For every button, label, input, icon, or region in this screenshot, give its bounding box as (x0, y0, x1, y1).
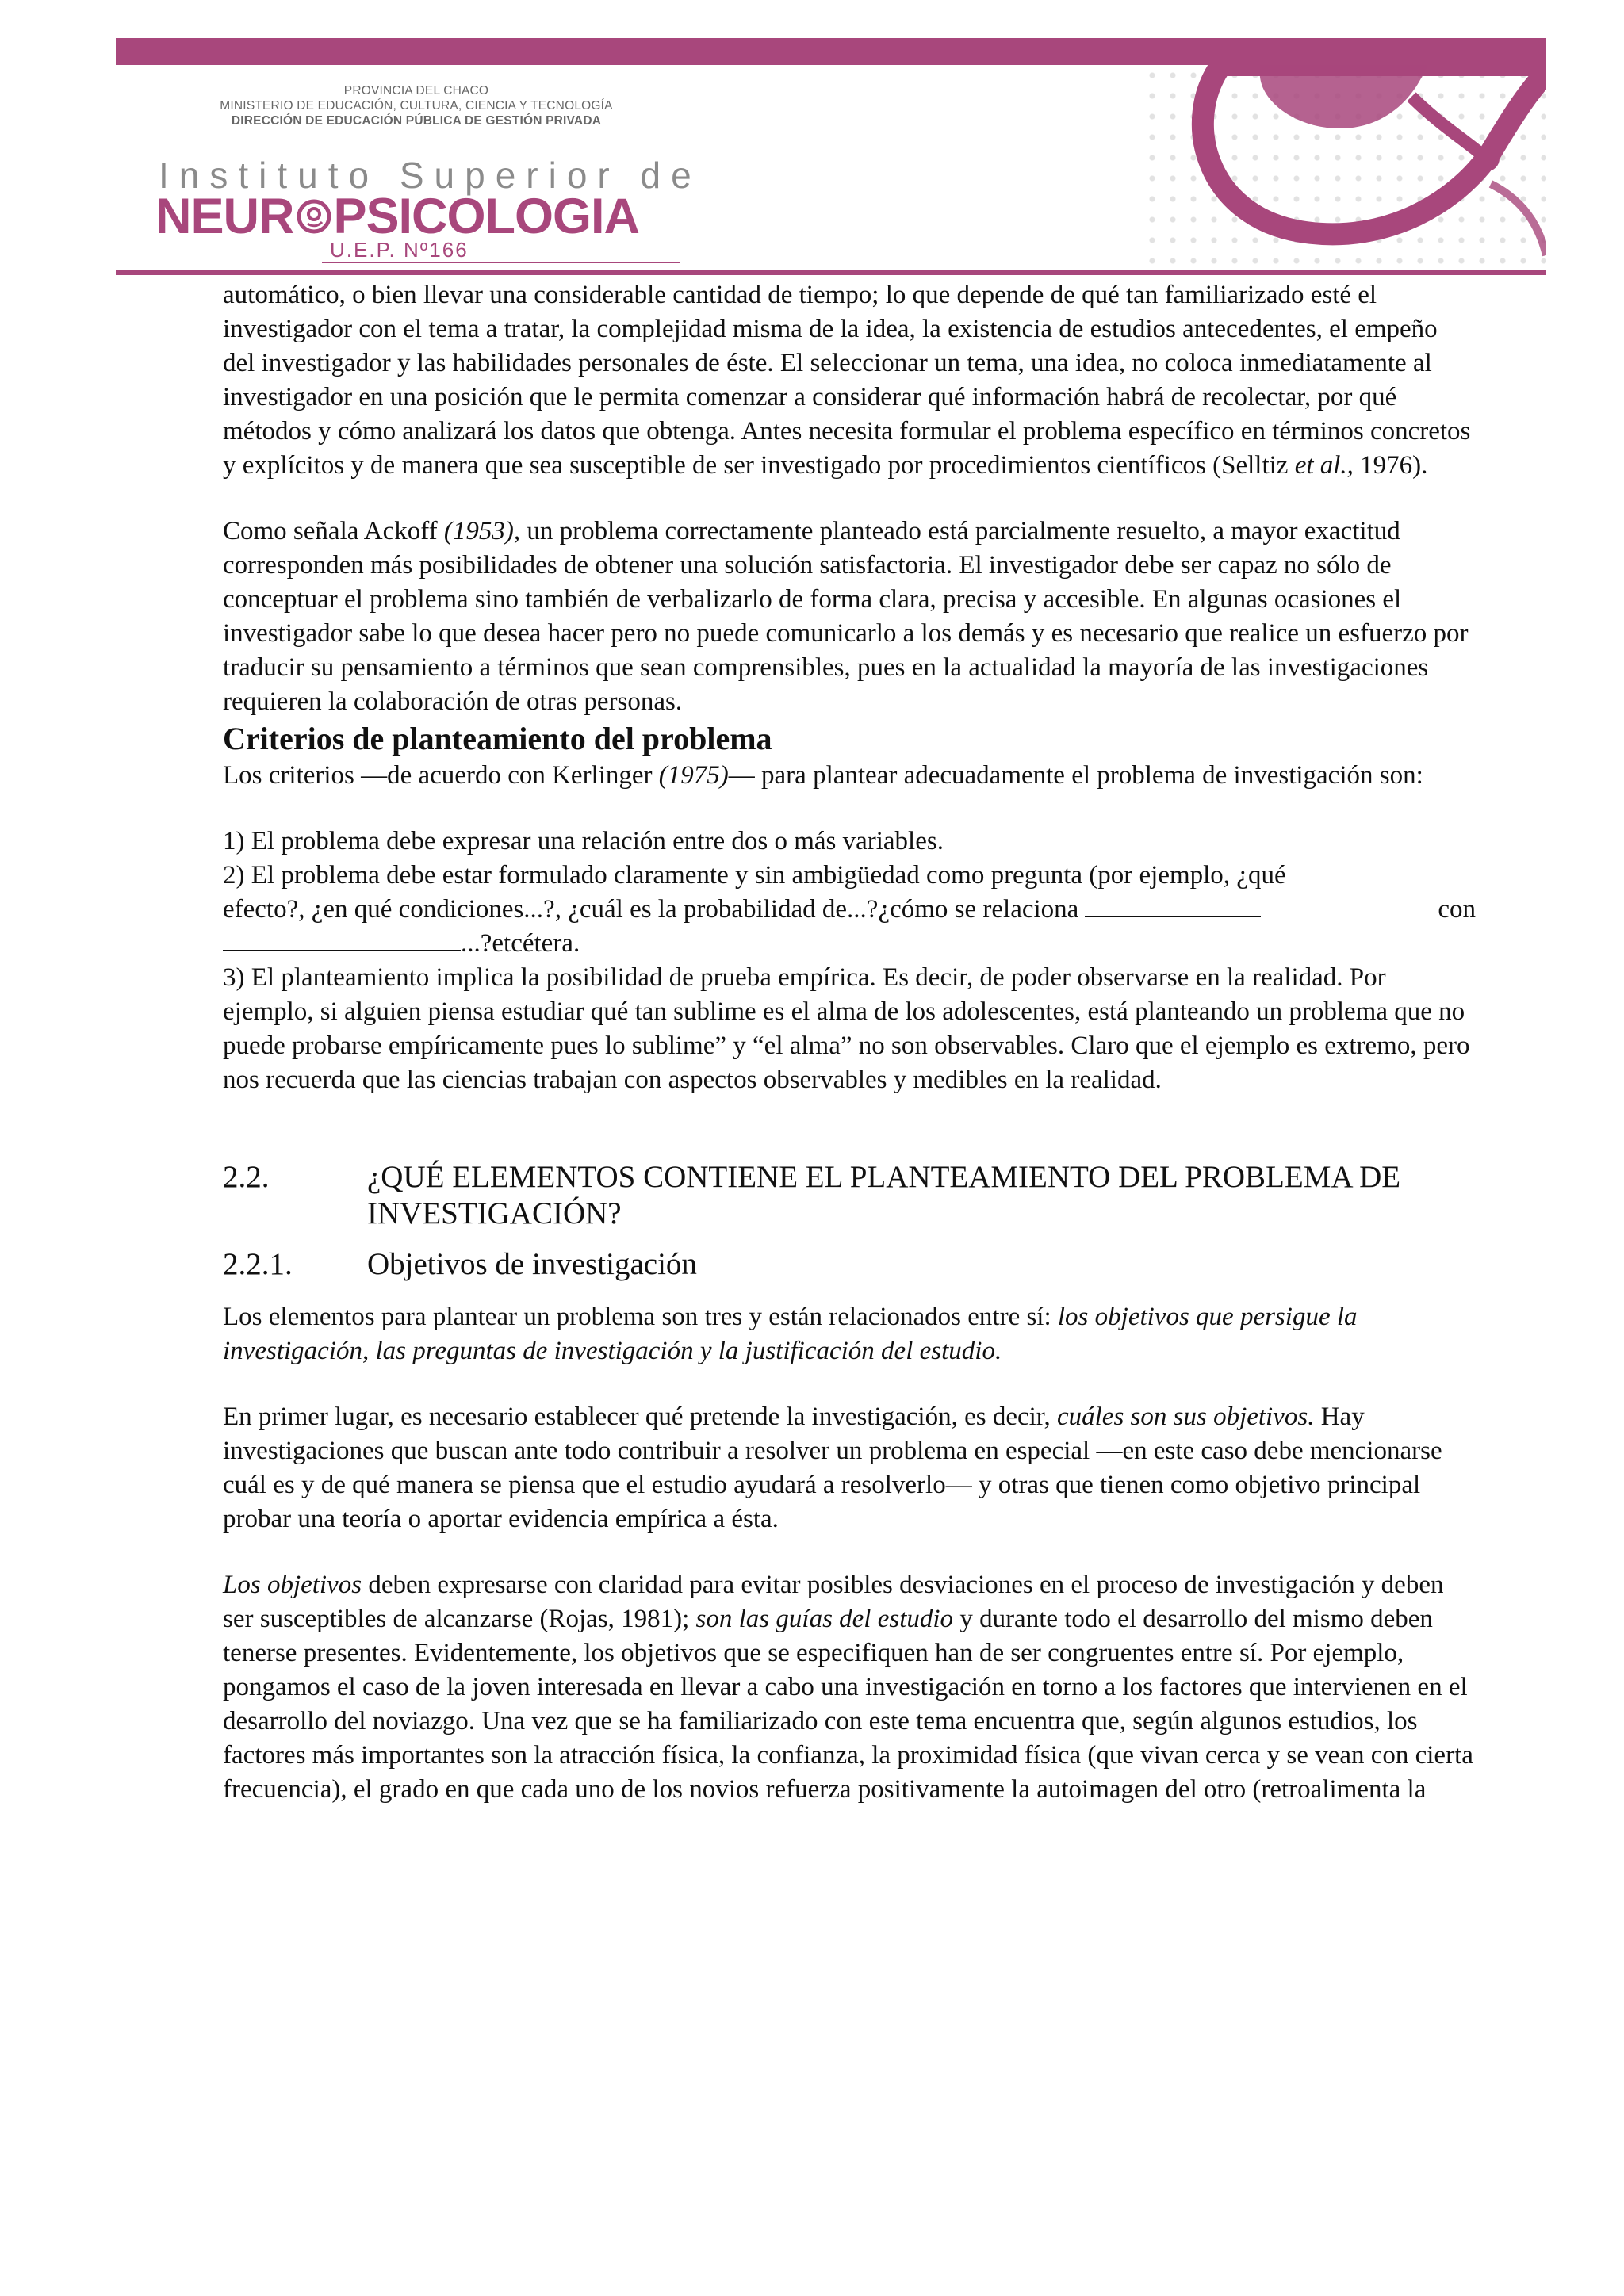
org-direction: DIRECCIÓN DE EDUCACIÓN PÚBLICA DE GESTIÓN PRIVADA (231, 114, 602, 128)
brand-text-part1: NEUR (155, 189, 294, 244)
section-number: 2.2. (223, 1160, 270, 1194)
institute-name: Instituto Superior de (159, 155, 702, 196)
brand-text-part2: PSICOLOGIA (333, 189, 640, 244)
paragraph-elements: Los elementos para plantear un problema son tres y están relacionados entre sí: los objetivos que persigue la investigación, las preguntas de investigación y la justificación del estudio. (223, 1303, 1358, 1365)
paragraph-objectives: En primer lugar, es necesario establecer qué pretende la investigación, es decir, cuáles son sus objetivos. Hay investigaciones que buscan ante todo contribuir a resolver un problema en especial —en este caso debe mencionarse cuál es y de qué manera se piensa que el estudio ayudará a resolverlo— y otras que tienen como objetivo principal probar una teoría o aportar evidencia empírica a ésta. (223, 1402, 1442, 1533)
org-province: PROVINCIA DEL CHACO (343, 84, 489, 98)
header-bottom-bar (116, 270, 1546, 275)
criterion-3: 3) El planteamiento implica la posibilidad de prueba empírica. Es decir, de poder observarse en la realidad. Por ejemplo, si alguien piensa estudiar qué tan sublime es el alma de los adolescentes, está planteando un problema que no puede probarse empíricamente pues lo sublime” y “el alma” no son observables. Claro que el ejemplo es extremo, pero nos recuerda que las ciencias trabajan con aspectos observables y medibles en la realidad. (223, 963, 1470, 1094)
brain-logo-icon (296, 198, 332, 235)
paragraph-ackoff: Como señala Ackoff (1953), un problema correctamente planteado está parcialmente resuelto, a mayor exactitud corresponden más posibilidades de obtener una solución satisfactoria. El investigador debe ser capaz no sólo de conceptuar el problema sino también de verbalizarlo de forma clara, precisa y accesible. En algunas ocasiones el investigador sabe lo que desea hacer pero no puede comunicarlo a los demás y es necesario que realice un esfuerzo por traducir su pensamiento a términos que sean comprensibles, pues en la actualidad la mayoría de las investigaciones requieren la colaboración de otras personas. (223, 517, 1469, 716)
subsection-number: 2.2.1. (223, 1247, 293, 1281)
header-decoration-graphic (1174, 65, 1546, 270)
criterion-1: 1) El problema debe expresar una relación entre dos o más variables. (223, 827, 944, 855)
document-body (223, 278, 1476, 1807)
section-title: ¿QUÉ ELEMENTOS CONTIENE EL PLANTEAMIENTO DEL PROBLEMA DE INVESTIGACIÓN? (367, 1160, 1401, 1230)
criterion-2-line1: 2) El problema debe estar formulado claramente y sin ambigüedad como pregunta (por ejemplo, ¿qué (223, 861, 1286, 890)
uep-number: U.E.P. Nº166 (330, 238, 469, 262)
criterion-2-line2: efecto?, ¿en qué condiciones...?, ¿cuál es la probabilidad de...?¿cómo se relaciona con (223, 895, 1476, 924)
fill-blank-2 (223, 929, 461, 951)
subsection-heading-2-2-1 (223, 1246, 1476, 1283)
paragraph-kerlinger: Los criterios —de acuerdo con Kerlinger (1975)— para plantear adecuadamente el problema de investigación son: (223, 761, 1423, 790)
header-top-bar (116, 38, 1546, 65)
uep-underline (322, 262, 680, 263)
section-heading-2-2 (223, 1159, 1476, 1232)
org-ministry: MINISTERIO DE EDUCACIÓN, CULTURA, CIENCIA Y TECNOLOGÍA (220, 99, 613, 113)
paragraph-intro: automático, o bien llevar una considerable cantidad de tiempo; lo que depende de qué tan familiarizado esté el investigador con el tema a tratar, la complejidad misma de la idea, la existencia de estudios antecedentes, el empeño del investigador y las habilidades personales de éste. El seleccionar un tema, una idea, no coloca inmediatamente al investigador en una posición que le permita comenzar a considerar qué información habrá de recolectar, por qué métodos y cómo analizará los datos que obtenga. Antes necesita formular el problema específico en términos concretos y explícitos y de manera que sea susceptible de ser investigado por procedimientos científicos (Selltiz et al., 1976). (223, 281, 1471, 480)
brand-logo-text (155, 190, 639, 243)
heading-criterios: Criterios de planteamiento del problema (223, 721, 772, 756)
subsection-title: Objetivos de investigación (367, 1247, 697, 1281)
paragraph-guides: Los objetivos deben expresarse con claridad para evitar posibles desviaciones en el proceso de investigación y deben ser susceptibles de alcanzarse (Rojas, 1981); son las guías del estudio y durante todo el desarrollo del mismo deben tenerse presentes. Evidentemente, los objetivos que se especifiquen han de ser congruentes entre sí. Por ejemplo, pongamos el caso de la joven interesada en llevar a cabo una investigación en torno a los factores que intervienen en el desarrollo del noviazgo. Una vez que se ha familiarizado con este tema encuentra que, según algunos estudios, los factores más importantes son la atracción física, la confianza, la proximidad física (que vivan cerca y se vean con cierta frecuencia), el grado en que cada uno de los novios refuerza positivamente la autoimagen del otro (retroalimenta la (223, 1571, 1473, 1804)
criterion-2-line3: ...?etcétera. (223, 927, 1476, 961)
fill-blank-1 (1085, 895, 1261, 917)
